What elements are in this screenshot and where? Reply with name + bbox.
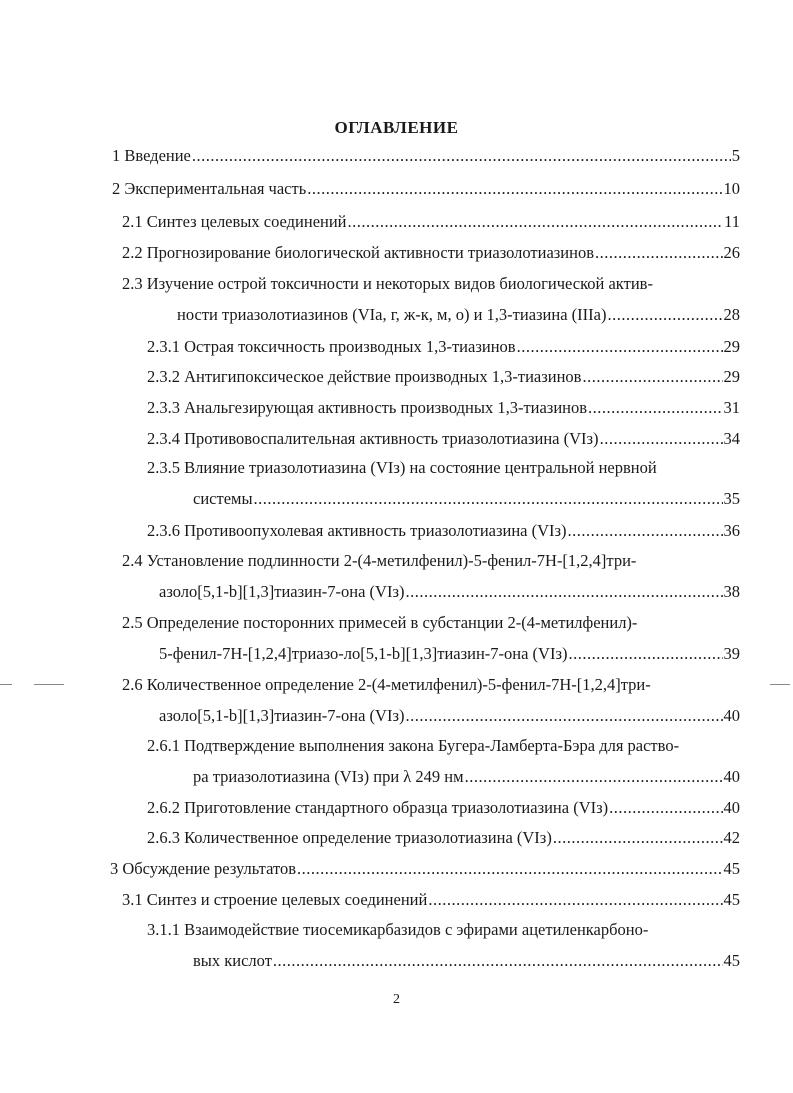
toc-entry-2-3-5-line1[interactable]: 2.3.5 Влияние триазолотиазина (VIз) на состояние центральной нервной	[147, 458, 657, 477]
toc-entry-2-6-3[interactable]: 2.6.3 Количественное определение триазолотиазина (VIз) ..... 42	[147, 828, 740, 852]
toc-entry-2-6-2[interactable]: 2.6.2 Приготовление стандартного образца триазолотиазина (VIз) ..... 40	[147, 798, 740, 822]
toc-entry-2-5-line1[interactable]: 2.5 Определение посторонних примесей в субстанции 2-(4-метилфенил)-	[122, 613, 638, 632]
toc-entry-2-4[interactable]: азоло[5,1-b][1,3]тиазин-7-она (VIз) ..... 38	[159, 582, 740, 606]
toc-entry-3-1[interactable]: 3.1 Синтез и строение целевых соединений ..... 45	[122, 890, 740, 914]
toc-entry-2-3-5[interactable]: системы ..... 35	[193, 489, 740, 513]
scan-mark-right	[770, 684, 790, 685]
toc-entry-2-3-6[interactable]: 2.3.6 Противоопухолевая активность триазолотиазина (VIз) ..... 36	[147, 521, 740, 545]
toc-entry-2-3[interactable]: ности триазолотиазинов (VIа, г, ж-к, м, о) и 1,3-тиазина (IIIа) ..... 28	[177, 305, 740, 329]
scan-mark-left-2	[34, 684, 64, 685]
toc-entry-2-3-1[interactable]: 2.3.1 Острая токсичность производных 1,3-тиазинов ..... 29	[147, 337, 740, 361]
toc-entry-2-3-4[interactable]: 2.3.4 Противовоспалительная активность триазолотиазина (VIз) ..... 34	[147, 429, 740, 453]
toc-entry-2-5[interactable]: 5-фенил-7H-[1,2,4]триазо-ло[5,1-b][1,3]тиазин-7-она (VIз) ..... 39	[159, 644, 740, 668]
scan-mark-left	[0, 684, 12, 685]
toc-entry-3-1-1-line1[interactable]: 3.1.1 Взаимодействие тиосемикарбазидов с эфирами ацетиленкарбоно-	[147, 920, 649, 939]
toc-entry-2-3-3[interactable]: 2.3.3 Анальгезирующая активность производных 1,3-тиазинов ..... 31	[147, 398, 740, 422]
toc-entry-2-6-line1[interactable]: 2.6 Количественное определение 2-(4-метилфенил)-5-фенил-7H-[1,2,4]три-	[122, 675, 651, 694]
page-number: 2	[393, 992, 400, 1007]
toc-entry-1[interactable]: 1 Введение ..... 5	[112, 146, 740, 170]
toc-entry-2-6-1-line1[interactable]: 2.6.1 Подтверждение выполнения закона Бугера-Ламберта-Бэра для раство-	[147, 736, 680, 755]
toc-entry-2-6-1[interactable]: ра триазолотиазина (VIз) при λ 249 нм ..... 40	[193, 767, 740, 791]
toc-entry-2-2[interactable]: 2.2 Прогнозирование биологической активности триазолотиазинов ..... 26	[122, 243, 740, 267]
toc-heading: ОГЛАВЛЕНИЕ	[334, 118, 459, 137]
toc-entry-2-4-line1[interactable]: 2.4 Установление подлинности 2-(4-метилфенил)-5-фенил-7H-[1,2,4]три-	[122, 551, 637, 570]
toc-entry-2[interactable]: 2 Экспериментальная часть ..... 10	[112, 179, 740, 203]
toc-entry-2-1[interactable]: 2.1 Синтез целевых соединений ..... 11	[122, 212, 740, 236]
toc-entry-3-1-1[interactable]: вых кислот ..... 45	[193, 951, 740, 975]
toc-entry-2-6[interactable]: азоло[5,1-b][1,3]тиазин-7-она (VIз) ..... 40	[159, 706, 740, 730]
toc-entry-2-3-line1[interactable]: 2.3 Изучение острой токсичности и некоторых видов биологической актив-	[122, 274, 653, 293]
toc-entry-3[interactable]: 3 Обсуждение результатов ..... 45	[110, 859, 740, 883]
toc-entry-2-3-2[interactable]: 2.3.2 Антигипоксическое действие производных 1,3-тиазинов ..... 29	[147, 367, 740, 391]
